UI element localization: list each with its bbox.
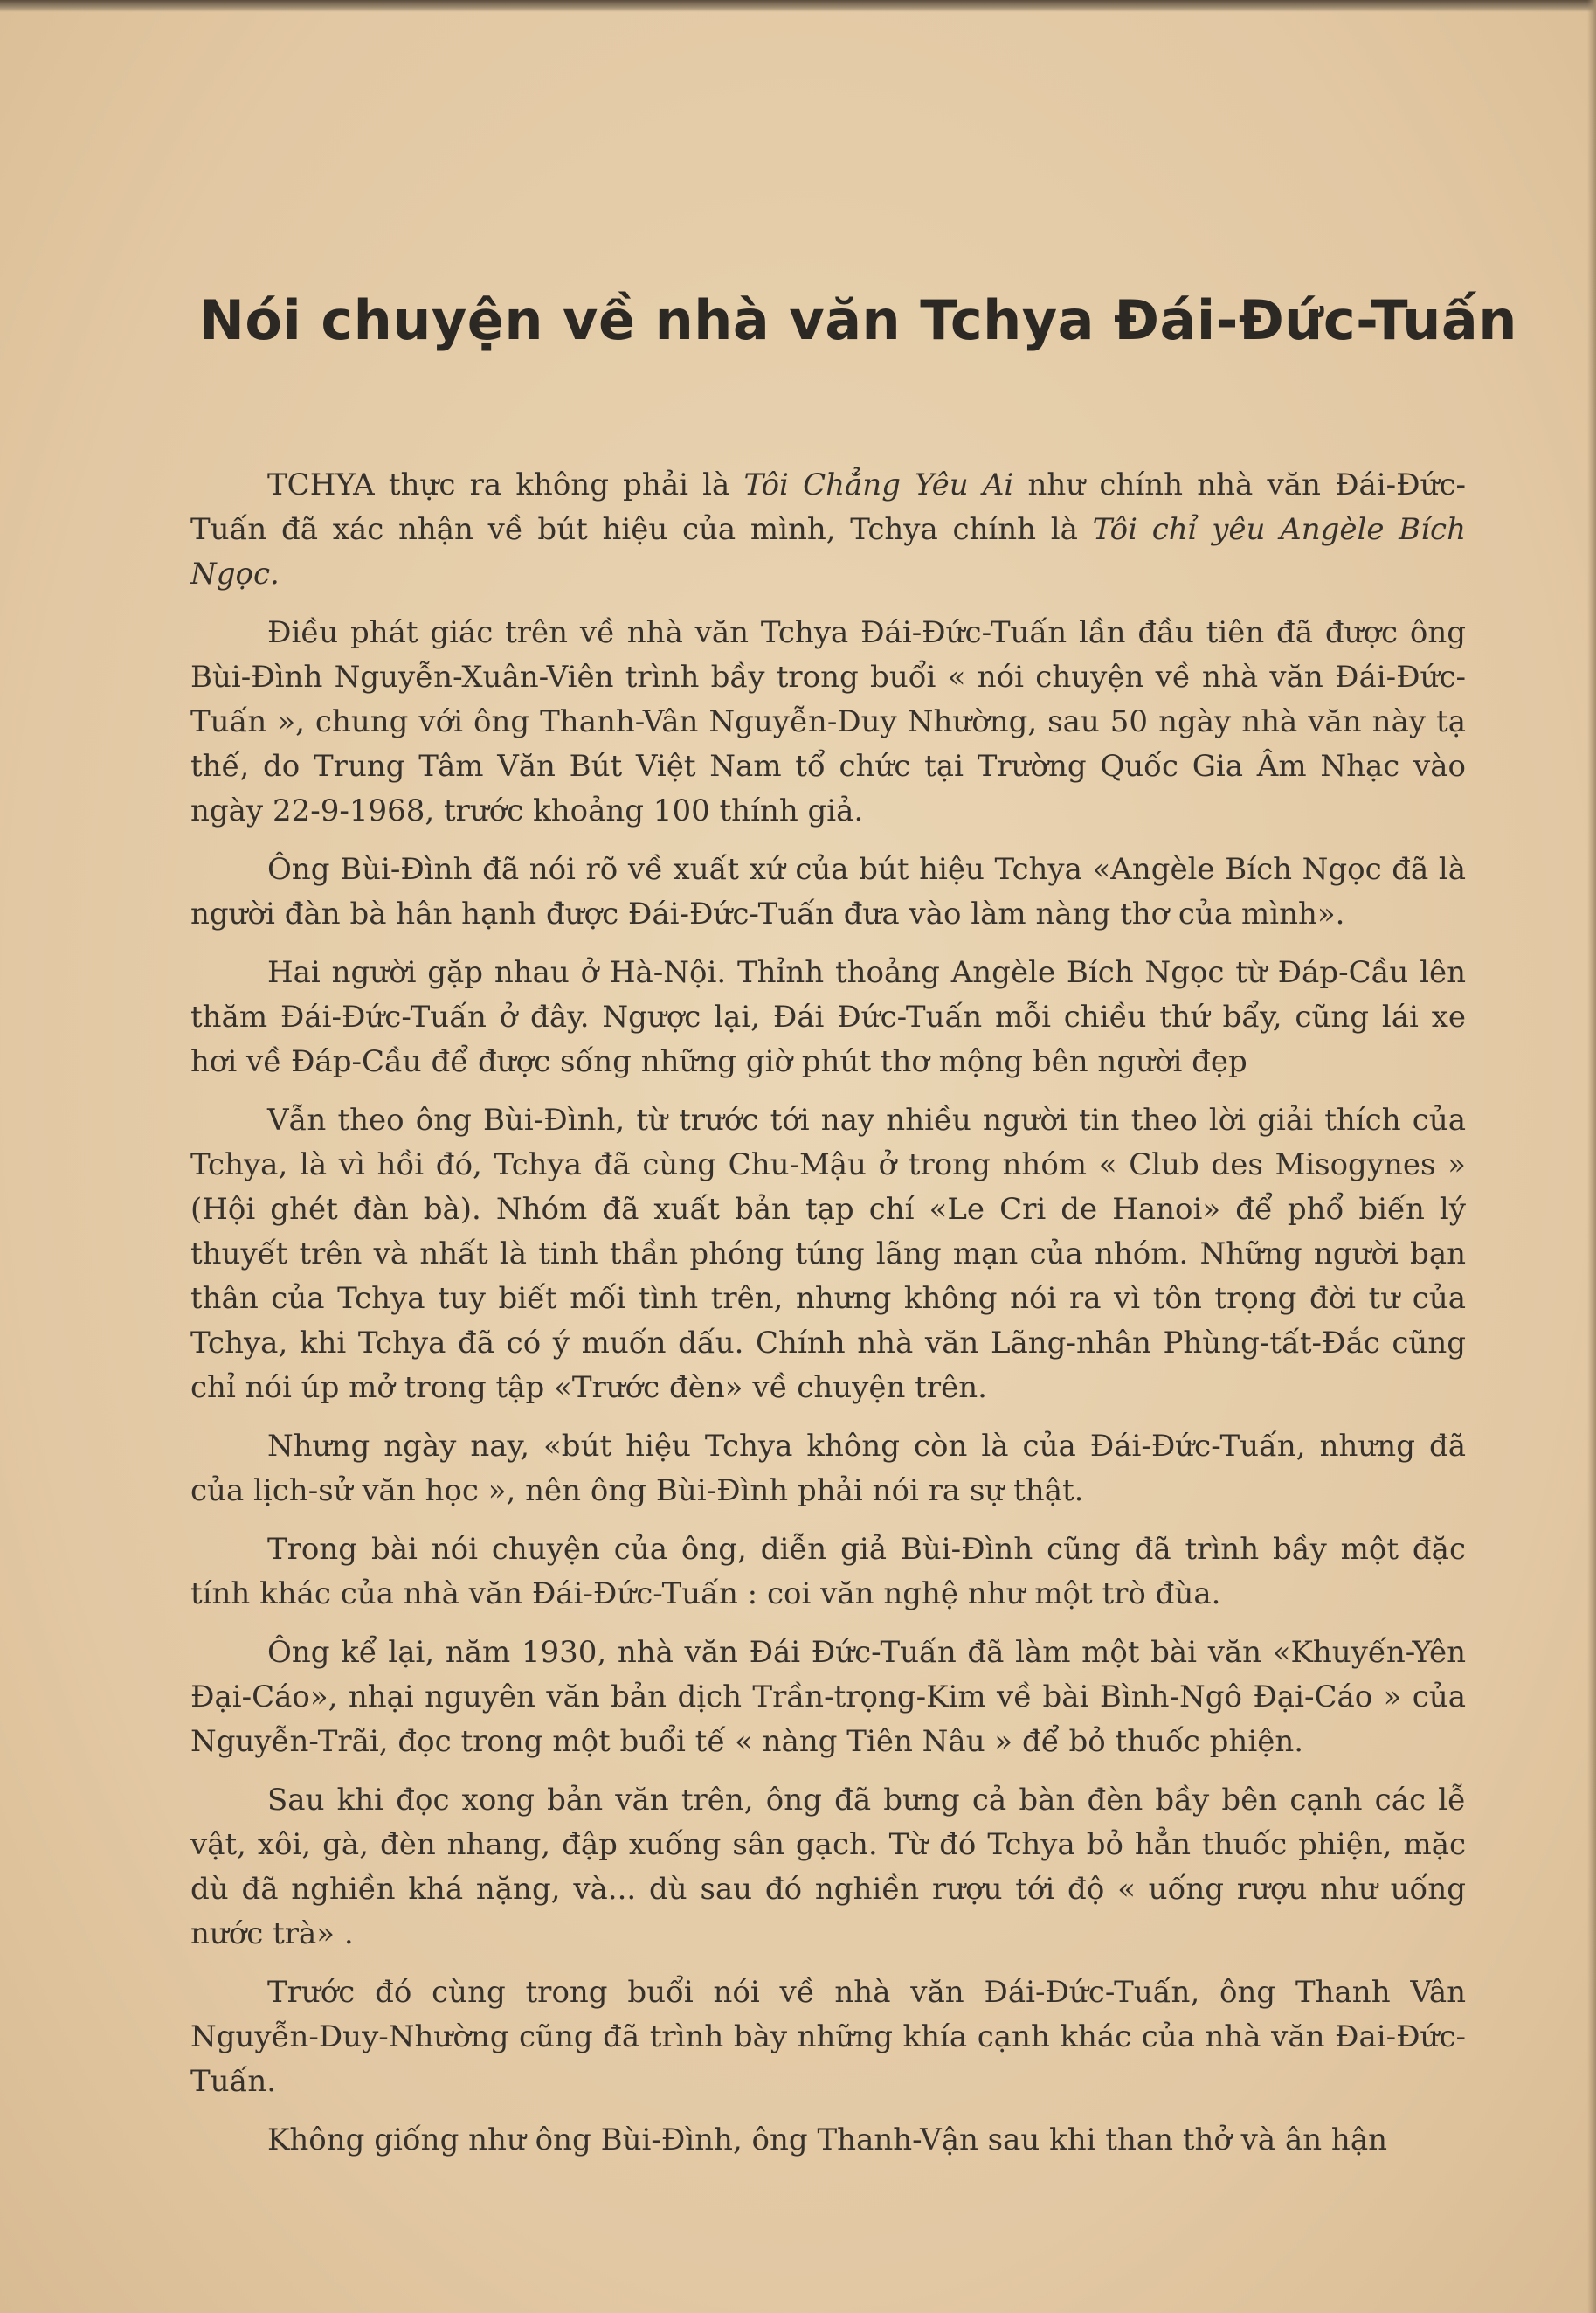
paragraph-text: Trong bài nói chuyện của ông, diễn giả Bùi-Đình cũng đã trình bầy một đặc tính khác của nhà văn Đái-Đức-Tuấn : coi văn nghệ như một trò đùa.: [190, 1532, 1466, 1611]
paragraph-text: Hai người gặp nhau ở Hà-Nội. Thỉnh thoảng Angèle Bích Ngọc từ Đáp-Cầu lên thăm Đái-Đức-Tuấn ở đây. Ngược lại, Đái Đức-Tuấn mỗi chiều thứ bẩy, cũng lái xe hơi về Đáp-Cầu để được sống những giờ phút thơ mộng bên người đẹp: [190, 955, 1466, 1079]
paragraph-text: Không giống như ông Bùi-Đình, ông Thanh-Vận sau khi than thở và ân hận: [267, 2123, 1387, 2157]
paragraph-text: Ông Bùi-Đình đã nói rõ về xuất xứ của bút hiệu Tchya «Angèle Bích Ngọc đã là người đàn bà hân hạnh được Đái-Đức-Tuấn đưa vào làm nàng thơ của mình».: [190, 852, 1466, 931]
italic-text: Tôi chỉ yêu Angèle Bích Ngọc.: [190, 512, 1466, 592]
page-right-edge: [1587, 0, 1596, 2313]
paragraph-text: Điều phát giác trên về nhà văn Tchya Đái-Đức-Tuấn lần đầu tiên đã được ông Bùi-Đình Nguyễn-Xuân-Viên trình bầy trong buổi « nói chuyện về nhà văn Đái-Đức-Tuấn », chung với ông Thanh-Vân Nguyễn-Duy Nhường, sau 50 ngày nhà văn này tạ thế, do Trung Tâm Văn Bút Việt Nam tổ chức tại Trường Quốc Gia Âm Nhạc vào ngày 22-9-1968, trước khoảng 100 thính giả.: [190, 615, 1466, 828]
paragraph-text: TCHYA thực ra không phải là: [267, 467, 744, 502]
paragraph: [190, 2118, 1466, 2163]
paragraph: [190, 1970, 1466, 2104]
paragraph: [190, 951, 1466, 1084]
paragraph-text: Sau khi đọc xong bản văn trên, ông đã bưng cả bàn đèn bầy bên cạnh các lễ vật, xôi, gà, đèn nhang, đập xuống sân gạch. Từ đó Tchya bỏ hẳn thuốc phiện, mặc dù đã nghiền khá nặng, và... dù sau đó nghiền rượu tới độ « uống rượu như uống nước trà» .: [190, 1783, 1466, 1951]
paragraph-text: Vẫn theo ông Bùi-Đình, từ trước tới nay nhiều người tin theo lời giải thích của Tchya, là vì hồi đó, Tchya đã cùng Chu-Mậu ở trong nhóm « Club des Misogynes » (Hội ghét đàn bà). Nhóm đã xuất bản tạp chí «Le Cri de Hanoi» để phổ biến lý thuyết trên và nhất là tinh thần phóng túng lãng mạn của nhóm. Những người bạn thân của Tchya tuy biết mối tình trên, nhưng không nói ra vì tôn trọng đời tư của Tchya, khi Tchya đã có ý muốn dấu. Chính nhà văn Lãng-nhân Phùng-tất-Đắc cũng chỉ nói úp mở trong tập «Trước đèn» về chuyện trên.: [190, 1103, 1466, 1405]
paragraph: [190, 1778, 1466, 1956]
paragraph-text: Nhưng ngày nay, «bút hiệu Tchya không còn là của Đái-Đức-Tuấn, nhưng đã của lịch-sử văn học », nên ông Bùi-Đình phải nói ra sự thật.: [190, 1429, 1466, 1508]
page-top-edge: [0, 0, 1596, 12]
article-title: Nói chuyện về nhà văn Tchya Đái-Đức-Tuấn: [199, 288, 1517, 352]
paragraph: [190, 1527, 1466, 1617]
paragraph-text: như chính nhà văn Đái-Đức-Tuấn đã xác nhận về bút hiệu của mình, Tchya chính là: [190, 467, 1467, 547]
paragraph: [190, 848, 1466, 937]
paragraph-text: Trước đó cùng trong buổi nói về nhà văn Đái-Đức-Tuấn, ông Thanh Vân Nguyễn-Duy-Nhường cũng đã trình bày những khía cạnh khác của nhà văn Đai-Đức-Tuấn.: [190, 1975, 1466, 2099]
paragraph: [190, 1098, 1466, 1410]
paragraph: [190, 463, 1466, 597]
italic-text: Tôi Chẳng Yêu Ai: [743, 467, 1014, 502]
article-body: [190, 463, 1466, 2177]
paragraph: [190, 611, 1466, 834]
paragraph: [190, 1631, 1466, 1764]
paragraph: [190, 1424, 1466, 1513]
paragraph-text: Ông kể lại, năm 1930, nhà văn Đái Đức-Tuấn đã làm một bài văn «Khuyến-Yên Đại-Cáo», nhại nguyên văn bản dịch Trần-trọng-Kim về bài Bình-Ngô Đại-Cáo » của Nguyễn-Trãi, đọc trong một buổi tế « nàng Tiên Nâu » để bỏ thuốc phiện.: [190, 1635, 1466, 1759]
